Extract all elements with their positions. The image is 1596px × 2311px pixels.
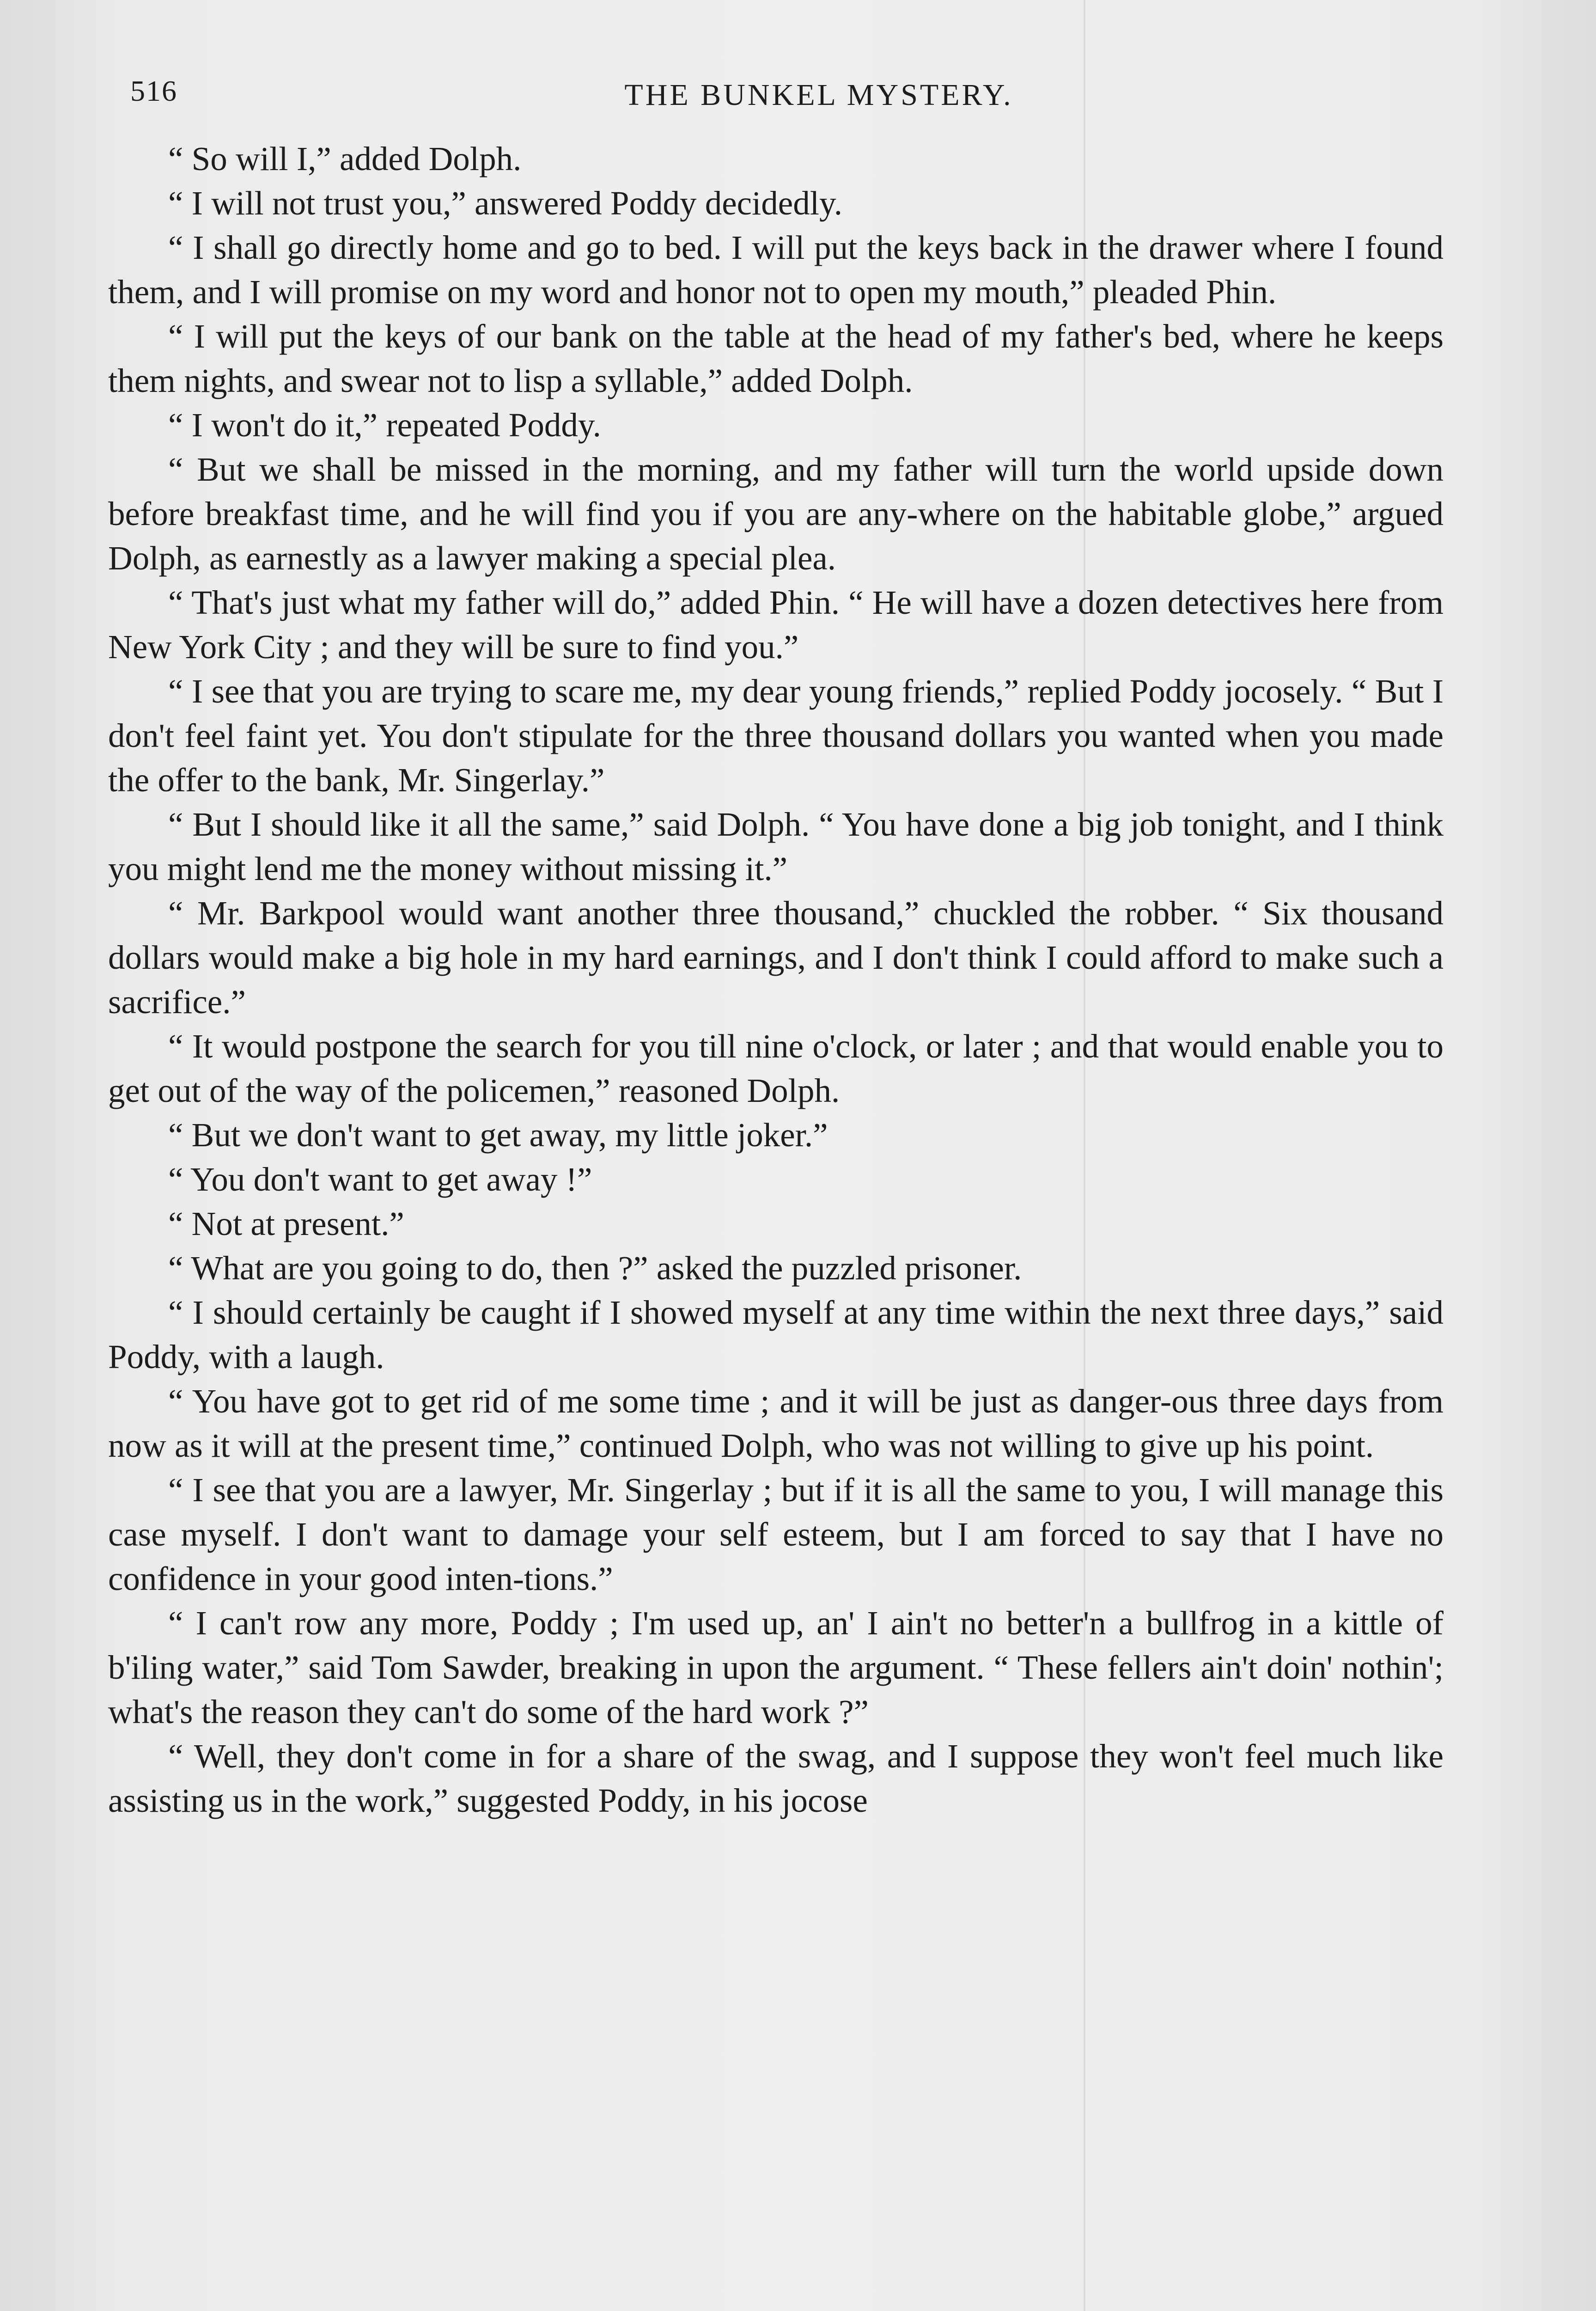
paragraph: “ But I should like it all the same,” said Dolph. “ You have done a big job tonight, and I think you might lend me the money without missing it.”	[108, 806, 1444, 887]
paragraph: “ I will put the keys of our bank on the table at the head of my father's bed, where he keeps them nights, and swear not to lisp a syllable,” added Dolph.	[108, 318, 1444, 399]
paragraph: “ But we don't want to get away, my little joker.”	[168, 1116, 828, 1154]
paragraph: “ I won't do it,” repeated Poddy.	[168, 406, 601, 444]
body-text	[108, 137, 1444, 1823]
paragraph: “ Well, they don't come in for a share of the swag, and I suppose they won't feel much like assisting us in the work,” suggested Poddy, in his jocose	[108, 1737, 1444, 1819]
paragraph: “ I see that you are trying to scare me, my dear young friends,” replied Poddy jocosely. “ But I don't feel faint yet. You don't stipulate for the three thousand dollars you wanted when you made the offer to the bank, Mr. Singerlay.”	[108, 673, 1444, 799]
paragraph: “ Not at present.”	[168, 1205, 404, 1242]
paragraph: “ I shall go directly home and go to bed. I will put the keys back in the drawer where I found them, and I will promise on my word and honor not to open my mouth,” pleaded Phin.	[108, 229, 1444, 311]
paragraph: “ I see that you are a lawyer, Mr. Singerlay ; but if it is all the same to you, I will manage this case myself. I don't want to damage your self esteem, but I am forced to say that I have no confidence in your good inten-tions.”	[108, 1471, 1444, 1597]
paragraph: “ It would postpone the search for you till nine o'clock, or later ; and that would enable you to get out of the way of the policemen,” reasoned Dolph.	[108, 1027, 1444, 1109]
paragraph: “ Mr. Barkpool would want another three thousand,” chuckled the robber. “ Six thousand dollars would make a big hole in my hard earnings, and I don't think I could afford to make such a sacrifice.”	[108, 894, 1444, 1021]
paragraph: “ I will not trust you,” answered Poddy decidedly.	[168, 184, 843, 222]
paragraph: “ What are you going to do, then ?” asked the puzzled prisoner.	[168, 1249, 1022, 1287]
paragraph: “ You don't want to get away !”	[168, 1161, 592, 1198]
paragraph: “ I should certainly be caught if I showed myself at any time within the next three days,” said Poddy, with a laugh.	[108, 1294, 1444, 1376]
paragraph: “ You have got to get rid of me some time ; and it will be just as danger-ous three days from now as it will at the present time,” continued Dolph, who was not willing to give up his point.	[108, 1382, 1444, 1464]
paragraph: “ That's just what my father will do,” added Phin. “ He will have a dozen detectives here from New York City ; and they will be sure to find you.”	[108, 584, 1444, 666]
page-header	[130, 69, 1452, 120]
paragraph: “ I can't row any more, Poddy ; I'm used up, an' I ain't no better'n a bullfrog in a kittle of b'iling water,” said Tom Sawder, breaking in upon the argument. “ These fellers ain't doin' nothin'; what's the reason they can't do some of the hard work ?”	[108, 1604, 1444, 1730]
paragraph: “ But we shall be missed in the morning, and my father will turn the world upside down before breakfast time, and he will find you if you are any-where on the habitable globe,” argued Dolph, as earnestly as a lawyer making a special plea.	[108, 451, 1444, 577]
page-number: 516	[130, 74, 177, 107]
paragraph: “ So will I,” added Dolph.	[168, 140, 522, 177]
running-title: THE BUNKEL MYSTERY.	[624, 78, 1013, 112]
